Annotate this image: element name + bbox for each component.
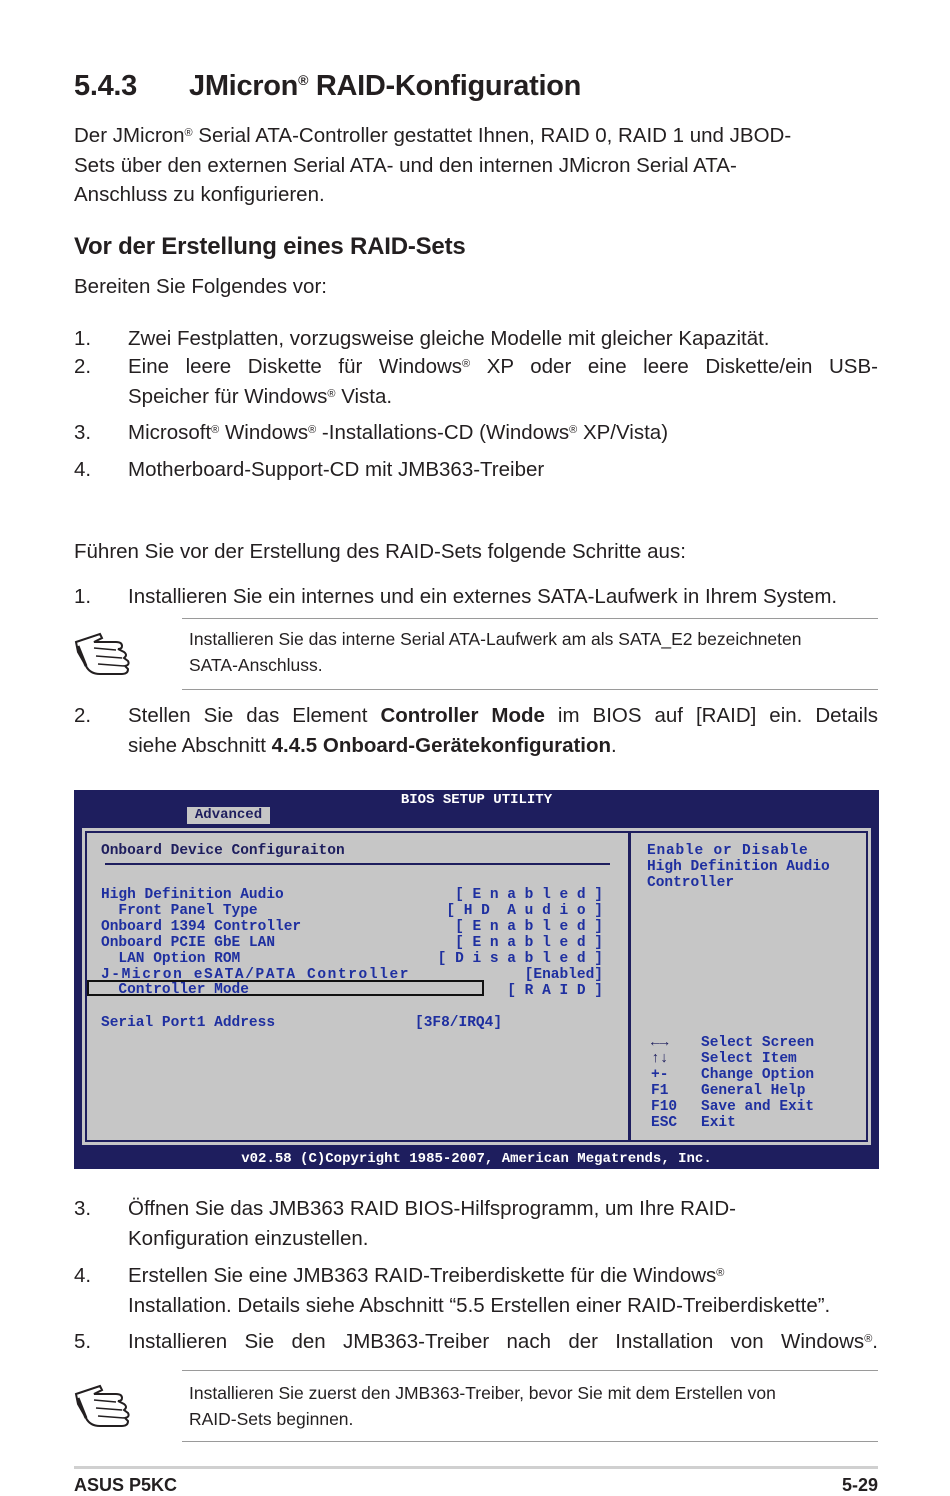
bios-panel bbox=[79, 825, 874, 1148]
note-divider bbox=[182, 1370, 878, 1371]
bios-option-label[interactable]: J-Micron eSATA/PATA Controller bbox=[101, 967, 411, 983]
bios-option-label-selected[interactable]: Controller Mode bbox=[101, 982, 249, 998]
key-description: Change Option bbox=[701, 1067, 815, 1083]
note-text bbox=[189, 626, 879, 678]
list-text bbox=[128, 1194, 878, 1253]
registered-mark: ® bbox=[184, 127, 193, 139]
text: -Installations-CD (Windows bbox=[316, 421, 570, 444]
list-text bbox=[128, 352, 878, 411]
text: Speicher für Windows bbox=[128, 384, 328, 408]
bios-title: BIOS SETUP UTILITY bbox=[400, 792, 553, 808]
bios-option-label[interactable]: High Definition Audio bbox=[101, 887, 284, 903]
footer-rule bbox=[74, 1466, 878, 1469]
bios-copyright: v02.58 (C)Copyright 1985-2007, American Megatrends, Inc. bbox=[241, 1151, 712, 1167]
text: Öffnen Sie das JMB363 RAID BIOS-Hilfsprogramm, um Ihre RAID- bbox=[128, 1197, 736, 1220]
text: Vista. bbox=[335, 384, 393, 408]
bios-option-value[interactable]: [ E n a b l e d ] bbox=[455, 935, 603, 951]
arrow-up-down-icon: ↑↓ bbox=[651, 1051, 669, 1067]
text: . bbox=[611, 733, 617, 757]
intro-text: Sets über den externen Serial ATA- und den internen JMicron Serial ATA- bbox=[74, 153, 737, 177]
bold-term: Controller Mode bbox=[380, 704, 545, 727]
list-text bbox=[128, 701, 878, 760]
bios-option-value[interactable]: [Enabled] bbox=[524, 967, 603, 983]
heading-brand: JMicron bbox=[189, 70, 299, 102]
bios-section-title: Onboard Device Configuraiton bbox=[101, 843, 345, 859]
note-line: Installieren Sie das interne Serial ATA-Laufwerk am als SATA_E2 bezeichneten bbox=[189, 629, 802, 649]
text: Installieren Sie den JMB363-Treiber nach der Installation von Windows bbox=[128, 1330, 865, 1353]
bios-option-value[interactable]: [ E n a b l e d ] bbox=[455, 887, 603, 903]
bios-option-label[interactable]: Onboard PCIE GbE LAN bbox=[101, 935, 276, 951]
footer-product: ASUS P5KC bbox=[74, 1475, 178, 1495]
list-item bbox=[74, 455, 878, 485]
pointing-hand-icon bbox=[72, 1380, 136, 1430]
intro-text: Serial ATA-Controller gestattet Ihnen, RAID 0, RAID 1 und JBOD- bbox=[192, 124, 792, 147]
note-line: RAID-Sets beginnen. bbox=[189, 1409, 354, 1429]
key-description: Select Screen bbox=[701, 1035, 815, 1051]
list-text: Installieren Sie ein internes und ein externes SATA-Laufwerk in Ihrem System. bbox=[128, 585, 838, 608]
list-text bbox=[128, 1261, 878, 1320]
note-divider bbox=[182, 689, 878, 690]
heading-rest: RAID-Konfiguration bbox=[308, 70, 582, 102]
intro-paragraph bbox=[74, 121, 884, 210]
bios-option-value[interactable]: [ E n a b l e d ] bbox=[455, 919, 603, 935]
text: Microsoft bbox=[128, 421, 212, 444]
key-name: F10 bbox=[651, 1099, 678, 1115]
intro-text: Anschluss zu konfigurieren. bbox=[74, 183, 325, 206]
text: XP/Vista) bbox=[577, 421, 669, 444]
list-item bbox=[74, 582, 878, 612]
list-number: 1. bbox=[74, 585, 92, 608]
bios-screenshot bbox=[74, 790, 879, 1169]
pointing-hand-icon bbox=[72, 628, 136, 678]
list-item bbox=[74, 418, 878, 448]
steps-intro: Führen Sie vor der Erstellung des RAID-Sets folgende Schritte aus: bbox=[74, 540, 686, 563]
note-divider bbox=[182, 1441, 878, 1442]
registered-mark: ® bbox=[462, 358, 471, 370]
list-number: 2. bbox=[74, 355, 92, 378]
bios-option-value[interactable]: [3F8/IRQ4] bbox=[415, 1015, 503, 1031]
key-name: +- bbox=[651, 1067, 669, 1083]
registered-mark: ® bbox=[569, 424, 578, 436]
prep-intro: Bereiten Sie Folgendes vor: bbox=[74, 275, 327, 298]
text: Windows bbox=[219, 421, 309, 444]
intro-text: Der JMicron bbox=[74, 124, 185, 147]
text: XP oder eine leere Diskette/ein USB- bbox=[470, 355, 878, 378]
key-description: General Help bbox=[701, 1083, 806, 1099]
list-number: 4. bbox=[74, 458, 92, 481]
bios-option-value[interactable]: [ D i s a b l e d ] bbox=[437, 951, 603, 967]
text: im BIOS auf [RAID] ein. Details bbox=[544, 704, 878, 727]
bios-option-label[interactable]: Onboard 1394 Controller bbox=[101, 919, 302, 935]
list-number: 5. bbox=[74, 1330, 92, 1353]
list-item bbox=[74, 352, 878, 412]
list-number: 2. bbox=[74, 704, 92, 727]
bios-option-label[interactable]: LAN Option ROM bbox=[101, 951, 241, 967]
key-description: Save and Exit bbox=[701, 1099, 815, 1115]
section-reference: 4.4.5 Onboard-Gerätekonfiguration bbox=[271, 733, 612, 757]
list-item bbox=[74, 1327, 878, 1357]
bios-inner-frame bbox=[85, 831, 868, 1142]
key-description: Select Item bbox=[701, 1051, 797, 1067]
list-number: 3. bbox=[74, 1197, 92, 1220]
bios-option-value[interactable]: [ R A I D ] bbox=[507, 983, 603, 999]
section-number: 5.4.3 bbox=[74, 70, 137, 102]
tab-advanced[interactable]: Advanced bbox=[187, 807, 270, 824]
text: siehe Abschnitt bbox=[128, 733, 272, 757]
list-text: Zwei Festplatten, vorzugsweise gleiche Modelle mit gleicher Kapazität. bbox=[128, 327, 770, 350]
registered-mark: ® bbox=[211, 424, 220, 436]
note-divider bbox=[182, 618, 878, 619]
page-number: 5-29 bbox=[841, 1475, 878, 1495]
text: . bbox=[872, 1330, 878, 1353]
registered-mark: ® bbox=[298, 72, 309, 88]
list-number: 1. bbox=[74, 327, 92, 350]
note-line: SATA-Anschluss. bbox=[189, 655, 323, 675]
key-description: Exit bbox=[701, 1115, 736, 1131]
list-number: 3. bbox=[74, 421, 92, 444]
note-text bbox=[189, 1380, 879, 1432]
key-name: F1 bbox=[651, 1083, 669, 1099]
list-item bbox=[74, 1261, 878, 1321]
list-text bbox=[128, 418, 878, 448]
registered-mark: ® bbox=[308, 424, 317, 436]
section-heading bbox=[74, 70, 581, 103]
text: Konfiguration einzustellen. bbox=[128, 1226, 369, 1250]
list-item bbox=[74, 324, 878, 354]
section-rule bbox=[105, 863, 610, 865]
text: Stellen Sie das Element bbox=[128, 704, 381, 727]
text: Erstellen Sie eine JMB363 RAID-Treiberdiskette für die Windows bbox=[128, 1264, 717, 1287]
list-text: Motherboard-Support-CD mit JMB363-Treiber bbox=[128, 458, 545, 481]
note-line: Installieren Sie zuerst den JMB363-Treiber, bevor Sie mit dem Erstellen von bbox=[189, 1383, 776, 1403]
bios-option-label[interactable]: Serial Port1 Address bbox=[101, 1015, 276, 1031]
bios-help-text: High Definition Audio bbox=[647, 859, 830, 875]
arrow-left-right-icon: ←→ bbox=[651, 1035, 669, 1051]
registered-mark: ® bbox=[716, 1267, 725, 1279]
registered-mark: ® bbox=[327, 387, 336, 400]
bios-divider bbox=[628, 833, 631, 1140]
list-number: 4. bbox=[74, 1264, 92, 1287]
key-name: ESC bbox=[651, 1115, 678, 1131]
registered-mark: ® bbox=[864, 1333, 873, 1345]
text: Installation. Details siehe Abschnitt “5.5 Erstellen einer RAID-Treiberdiskette”. bbox=[128, 1293, 831, 1317]
bios-help-text: Controller bbox=[647, 875, 735, 891]
list-item bbox=[74, 701, 878, 761]
bios-option-value[interactable]: [ H D A u d i o ] bbox=[446, 903, 603, 919]
bios-help-text: Enable or Disable bbox=[647, 843, 809, 859]
subheading: Vor der Erstellung eines RAID-Sets bbox=[74, 233, 466, 260]
list-text bbox=[128, 1327, 878, 1357]
bios-option-label[interactable]: Front Panel Type bbox=[101, 903, 258, 919]
list-item bbox=[74, 1194, 878, 1254]
text: Eine leere Diskette für Windows bbox=[128, 355, 463, 378]
